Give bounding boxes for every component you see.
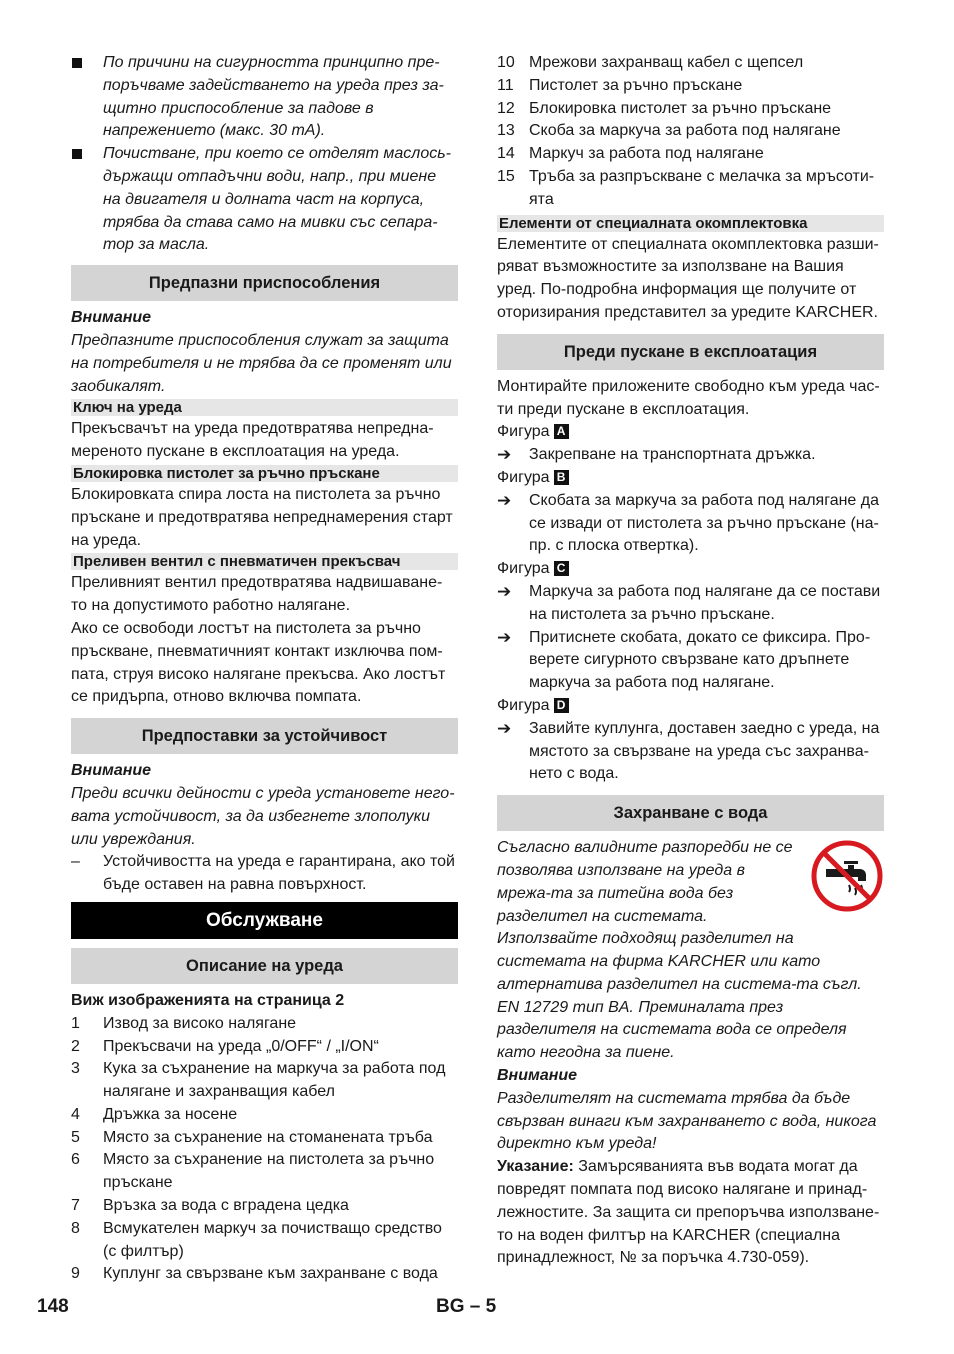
page-number: 148: [37, 1296, 69, 1317]
list-item: [497, 75, 884, 98]
item-text: Кука за съхранение на маркуча за работа под налягане и захранващия кабел: [103, 1060, 446, 1101]
arrow-right-icon: ➔: [497, 445, 512, 465]
figure-a-box: A: [554, 424, 569, 439]
step-text: Притиснете скобата, докато се фиксира. Про-верете сигурното свързване като дръпнете маркуча за работа под налягане.: [529, 628, 871, 692]
stability-note: Преди всички дейности с уреда установете него-вата устойчивост, за да избегнете злополуки или увреждания.: [71, 784, 455, 848]
startup-step: [497, 490, 884, 558]
item-text: Място за съхранение на пистолета за ръчно пръскане: [103, 1151, 435, 1192]
section-heading-startup: Преди пускане в експлоатация: [497, 334, 884, 370]
right-column: [497, 52, 884, 1270]
item-text: Мрежови захранващ кабел с щепсел: [529, 54, 804, 71]
accessories-text: Елементите от специалната окомплектовка разши-ряват възможностите за използване на Вашия уред. По-подробна информация ще получите от оторизирания представител за уредите KARCHER.: [497, 235, 879, 321]
list-item: [497, 143, 884, 166]
valve-text-1: Преливният вентил предотвратява надвишаване-то на допустимото работно налягане.: [71, 574, 443, 615]
figure-b-box: B: [554, 470, 569, 485]
list-item: [71, 1218, 458, 1264]
subheading-accessories: Елементи от специалната окомплектовка: [497, 215, 884, 232]
language-page-label: BG – 5: [436, 1296, 497, 1317]
figure-c-box: C: [554, 561, 569, 576]
figure-word: Фигура: [497, 423, 550, 441]
item-number: 7: [71, 1197, 80, 1215]
stability-item-text: Устойчивостта на уреда е гарантирана, ако той бъде оставен на равна повърхност.: [103, 853, 455, 894]
item-number: 8: [71, 1219, 80, 1237]
startup-step: [497, 581, 884, 627]
figure-d-box: D: [554, 698, 569, 713]
dash-marker: –: [71, 853, 80, 871]
arrow-right-icon: ➔: [497, 718, 512, 738]
list-item: [71, 1149, 458, 1195]
item-text: Връзка за вода с вградена цедка: [103, 1197, 349, 1215]
item-text: Място за съхранение на стоманената тръба: [103, 1128, 433, 1146]
square-bullet-icon: [71, 143, 103, 257]
item-text: Дръжка за носене: [103, 1105, 238, 1123]
subheading-key: Ключ на уреда: [71, 399, 458, 416]
list-item: [497, 166, 884, 212]
valve-text-2: Ако се освободи лостът на пистолета за ръчно пръскване, пневматичният контакт изключва пом-пата, струя високо налягане прекъсва. Ако лостът се придърпа, отново включва помпата.: [71, 619, 446, 706]
figure-a-label: [497, 421, 884, 444]
figure-word: Фигура: [497, 696, 550, 714]
stability-item: [71, 851, 458, 897]
water-attention-text: Разделителят на системата трябва да бъде свързван винаги към захранването с вода, никога директно към уреда!: [497, 1089, 877, 1153]
bullet-text: Почистване, при което се отделят маслось-държащи отпадъчни води, напр., при миене на двигателя и долната част на корпуса, трябва да става само на мивки със сепара-тор за масла.: [103, 145, 451, 254]
step-text: Скобата за маркуча за работа под налягане да се извади от пистолета за ръчно пръскане (на-пр. с плоска отвертка).: [529, 491, 880, 555]
attention-label: Внимание: [497, 1067, 578, 1085]
item-number: 3: [71, 1060, 80, 1078]
item-number: 15: [497, 167, 515, 185]
item-number: 2: [71, 1037, 80, 1055]
list-item: [71, 1058, 458, 1104]
item-number: 1: [71, 1014, 80, 1032]
subheading-valve: Преливен вентил с пневматичен прекъсвач: [71, 553, 458, 570]
note-label: Указание:: [497, 1158, 574, 1176]
list-item: [71, 1127, 458, 1150]
arrow-right-icon: ➔: [497, 627, 512, 647]
section-heading-water: Захранване с вода: [497, 795, 884, 831]
item-number: 6: [71, 1151, 80, 1169]
list-item: [497, 52, 884, 75]
list-item: [71, 1036, 458, 1059]
item-text: Извод за високо налягане: [103, 1014, 297, 1032]
arrow-right-icon: ➔: [497, 490, 512, 510]
subheading-lock: Блокировка пистолет за ръчно пръскане: [71, 465, 458, 482]
no-drinking-water-icon: [810, 839, 884, 913]
note-text: Замърсяванията във водата могат да повредят помпата под високо налягане и принад-лежностите. За защита си препоръчва използване-то на воден филтър на KARCHER (специална принадлежност, № за поръчка 4.730-059).: [497, 1158, 880, 1267]
key-text: Прекъсвачът на уреда предотвратява непредна-мереното пускане в експлоатация на уреда.: [71, 420, 434, 461]
item-text: Тръба за разпръскване с мелачка за мръсоти-ята: [529, 167, 875, 208]
startup-step: [497, 718, 884, 786]
safety-bullet: [71, 52, 458, 143]
see-images-note: Виж изображенията на страница 2: [71, 991, 345, 1009]
startup-intro: Монтирайте приложените свободно към уреда час-ти преди пускане в експлоатация.: [497, 377, 880, 418]
item-number: 12: [497, 99, 515, 117]
list-item: [497, 120, 884, 143]
list-item: [71, 1195, 458, 1218]
water-regulation-text: Съгласно валидните разпоредби не се позволява използване на уреда в мрежа-та за питейна вода без разделител на системата. Използвайте подходящ разделител на системата на фирма KARCHER или като алтернатива разделител на система-та съгл. EN 12729 тип BA. Преминалата през разделителя на системата вода се определя като негодна за пиене.: [497, 837, 884, 1065]
step-text: Закрепване на транспортната дръжка.: [529, 446, 816, 464]
parts-list-continued: [497, 52, 884, 212]
item-text: Всмукателен маркуч за почистващо средство (с филтър): [103, 1219, 442, 1260]
item-text: Блокировка пистолет за ръчно пръскане: [529, 99, 832, 117]
item-number: 5: [71, 1128, 80, 1146]
item-text: Скоба за маркуча за работа под налягане: [529, 122, 841, 140]
list-item: [497, 98, 884, 121]
item-number: 11: [497, 76, 514, 94]
lock-text: Блокировката спира лоста на пистолета за ръчно пръскане и предотвратява непреднамерения старт на уреда.: [71, 485, 453, 549]
water-supply-block: [497, 837, 884, 1065]
attention-label: Внимание: [71, 309, 152, 327]
arrow-right-icon: ➔: [497, 581, 512, 601]
startup-step: [497, 444, 884, 467]
chapter-heading-operation: Обслужване: [71, 902, 458, 939]
list-item: [71, 1263, 458, 1286]
startup-step: [497, 627, 884, 695]
figure-word: Фигура: [497, 560, 550, 578]
section-heading-stability: Предпоставки за устойчивост: [71, 718, 458, 754]
water-note: [497, 1156, 884, 1270]
step-text: Маркуча за работа под налягане да се постави на пистолета за ръчно пръскане.: [529, 582, 881, 623]
item-number: 13: [497, 122, 515, 140]
item-text: Маркуч за работа под налягане: [529, 145, 764, 163]
parts-list: [71, 1013, 458, 1287]
left-column: [71, 52, 458, 1286]
item-text: Куплунг за свързване към захранване с вода: [103, 1265, 438, 1283]
item-text: Прекъсвачи на уреда „0/OFF“ / „I/ON“: [103, 1037, 379, 1055]
figure-c-label: [497, 558, 884, 581]
bullet-text: По причини на сигурността принципно пре-поръчваме задействането на уреда през за-щитно приспособление за падове в напрежението (макс. 30 mA).: [103, 54, 444, 140]
square-bullet-icon: [71, 52, 103, 143]
figure-d-label: [497, 695, 884, 718]
safety-note: Предпазните приспособления служат за защита на потребителя и не трябва да се променят или заобикалят.: [71, 331, 452, 395]
item-number: 4: [71, 1105, 80, 1123]
step-text: Завийте куплунга, доставен заедно с уреда, на мястото за свързване на уреда със захранва-нето с вода.: [529, 719, 880, 783]
list-item: [71, 1104, 458, 1127]
item-number: 10: [497, 54, 515, 71]
list-item: [71, 1013, 458, 1036]
item-text: Пистолет за ръчно пръскане: [529, 76, 743, 94]
figure-b-label: [497, 467, 884, 490]
item-number: 9: [71, 1265, 80, 1283]
item-number: 14: [497, 145, 515, 163]
safety-bullet: [71, 143, 458, 257]
section-heading-safety: Предпазни приспособления: [71, 265, 458, 301]
section-heading-description: Описание на уреда: [71, 948, 458, 984]
figure-word: Фигура: [497, 468, 550, 486]
attention-label: Внимание: [71, 762, 152, 780]
